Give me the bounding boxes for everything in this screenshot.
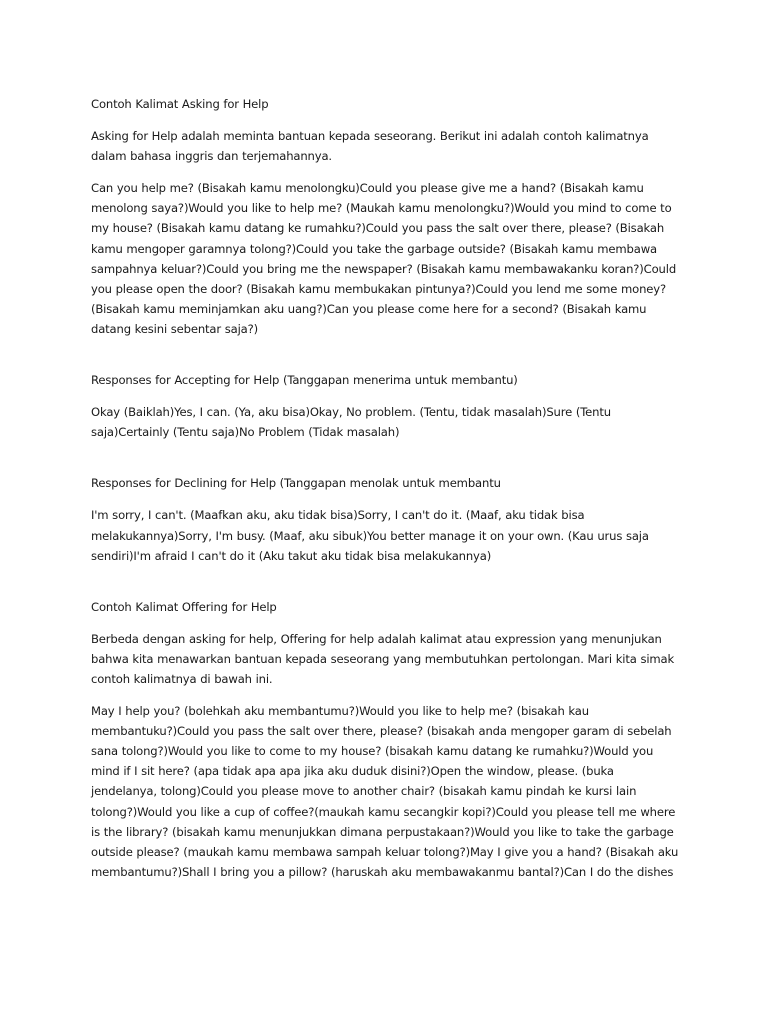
document-page	[91, 94, 681, 882]
title-offering-for-help: Contoh Kalimat Offering for Help	[91, 599, 277, 614]
examples-offering-for-help: May I help you? (bolehkah aku membantumu?)Would you like to help me? (bisakah kau membantuku?)Could you pass the salt over there, please? (bisakah anda mengoper garam di sebelah sana tolong?)Would you like to come to my house? (bisakah kamu datang ke rumahku?)Would you mind if I sit here? (apa tidak apa apa jika aku duduk disini?)Open the window, please. (buka jendelanya, tolong)Could you please move to another chair? (bisakah kamu pindah ke kursi lain tolong?)Would you like a cup of coffee?(maukah kamu secangkir kopi?)Could you please tell me where is the library? (bisakah kamu menunjukkan dimana perpustakaan?)Would you like to take the garbage outside please? (maukah kamu membawa sampah keluar tolong?)May I give you a hand? (Bisakah aku membantumu?)Shall I bring you a pillow? (haruskah aku membawakanmu bantal?)Can I do the dishes	[91, 704, 679, 879]
examples-asking-for-help: Can you help me? (Bisakah kamu menolongku)Could you please give me a hand? (Bisakah kamu menolong saya?)Would you like to help me? (Maukah kamu menolongku?)Would you mind to come to my house? (Bisakah kamu datang ke rumahku?)Could you pass the salt over there, please? (Bisakah kamu mengoper garamnya tolong?)Could you take the garbage outside? (Bisakah kamu membawa sampahnya keluar?)Could you bring me the newspaper? (Bisakah kamu membawakanku koran?)Could you please open the door? (Bisakah kamu membukakan pintunya?)Could you lend me some money? (Bisakah kamu meminjamkan aku uang?)Can you please come here for a second? (Bisakah kamu datang kesini sebentar saja?)	[91, 181, 677, 336]
intro-offering-for-help: Berbeda dengan asking for help, Offering for help adalah kalimat atau expression yang menunjukan bahwa kita menawarkan bantuan kepada seseorang yang membutuhkan pertolongan. Mari kita simak contoh kalimatnya di bawah ini.	[91, 631, 675, 686]
title-declining-help: Responses for Declining for Help (Tanggapan menolak untuk membantu	[91, 476, 501, 491]
intro-asking-for-help: Asking for Help adalah meminta bantuan kepada seseorang. Berikut ini adalah contoh kalimatnya dalam bahasa inggris dan terjemahannya.	[91, 129, 649, 164]
body-accepting-help: Okay (Baiklah)Yes, I can. (Ya, aku bisa)Okay, No problem. (Tentu, tidak masalah)Sure (Tentu saja)Certainly (Tentu saja)No Problem (Tidak masalah)	[91, 405, 611, 440]
title-accepting-help: Responses for Accepting for Help (Tanggapan menerima untuk membantu)	[91, 373, 518, 388]
title-asking-for-help: Contoh Kalimat Asking for Help	[91, 97, 269, 111]
body-declining-help: I'm sorry, I can't. (Maafkan aku, aku tidak bisa)Sorry, I can't do it. (Maaf, aku tidak bisa melakukannya)Sorry, I'm busy. (Maaf, aku sibuk)You better manage it on your own. (Kau urus saja sendiri)I'm afraid I can't do it (Aku takut aku tidak bisa melakukannya)	[91, 508, 649, 563]
